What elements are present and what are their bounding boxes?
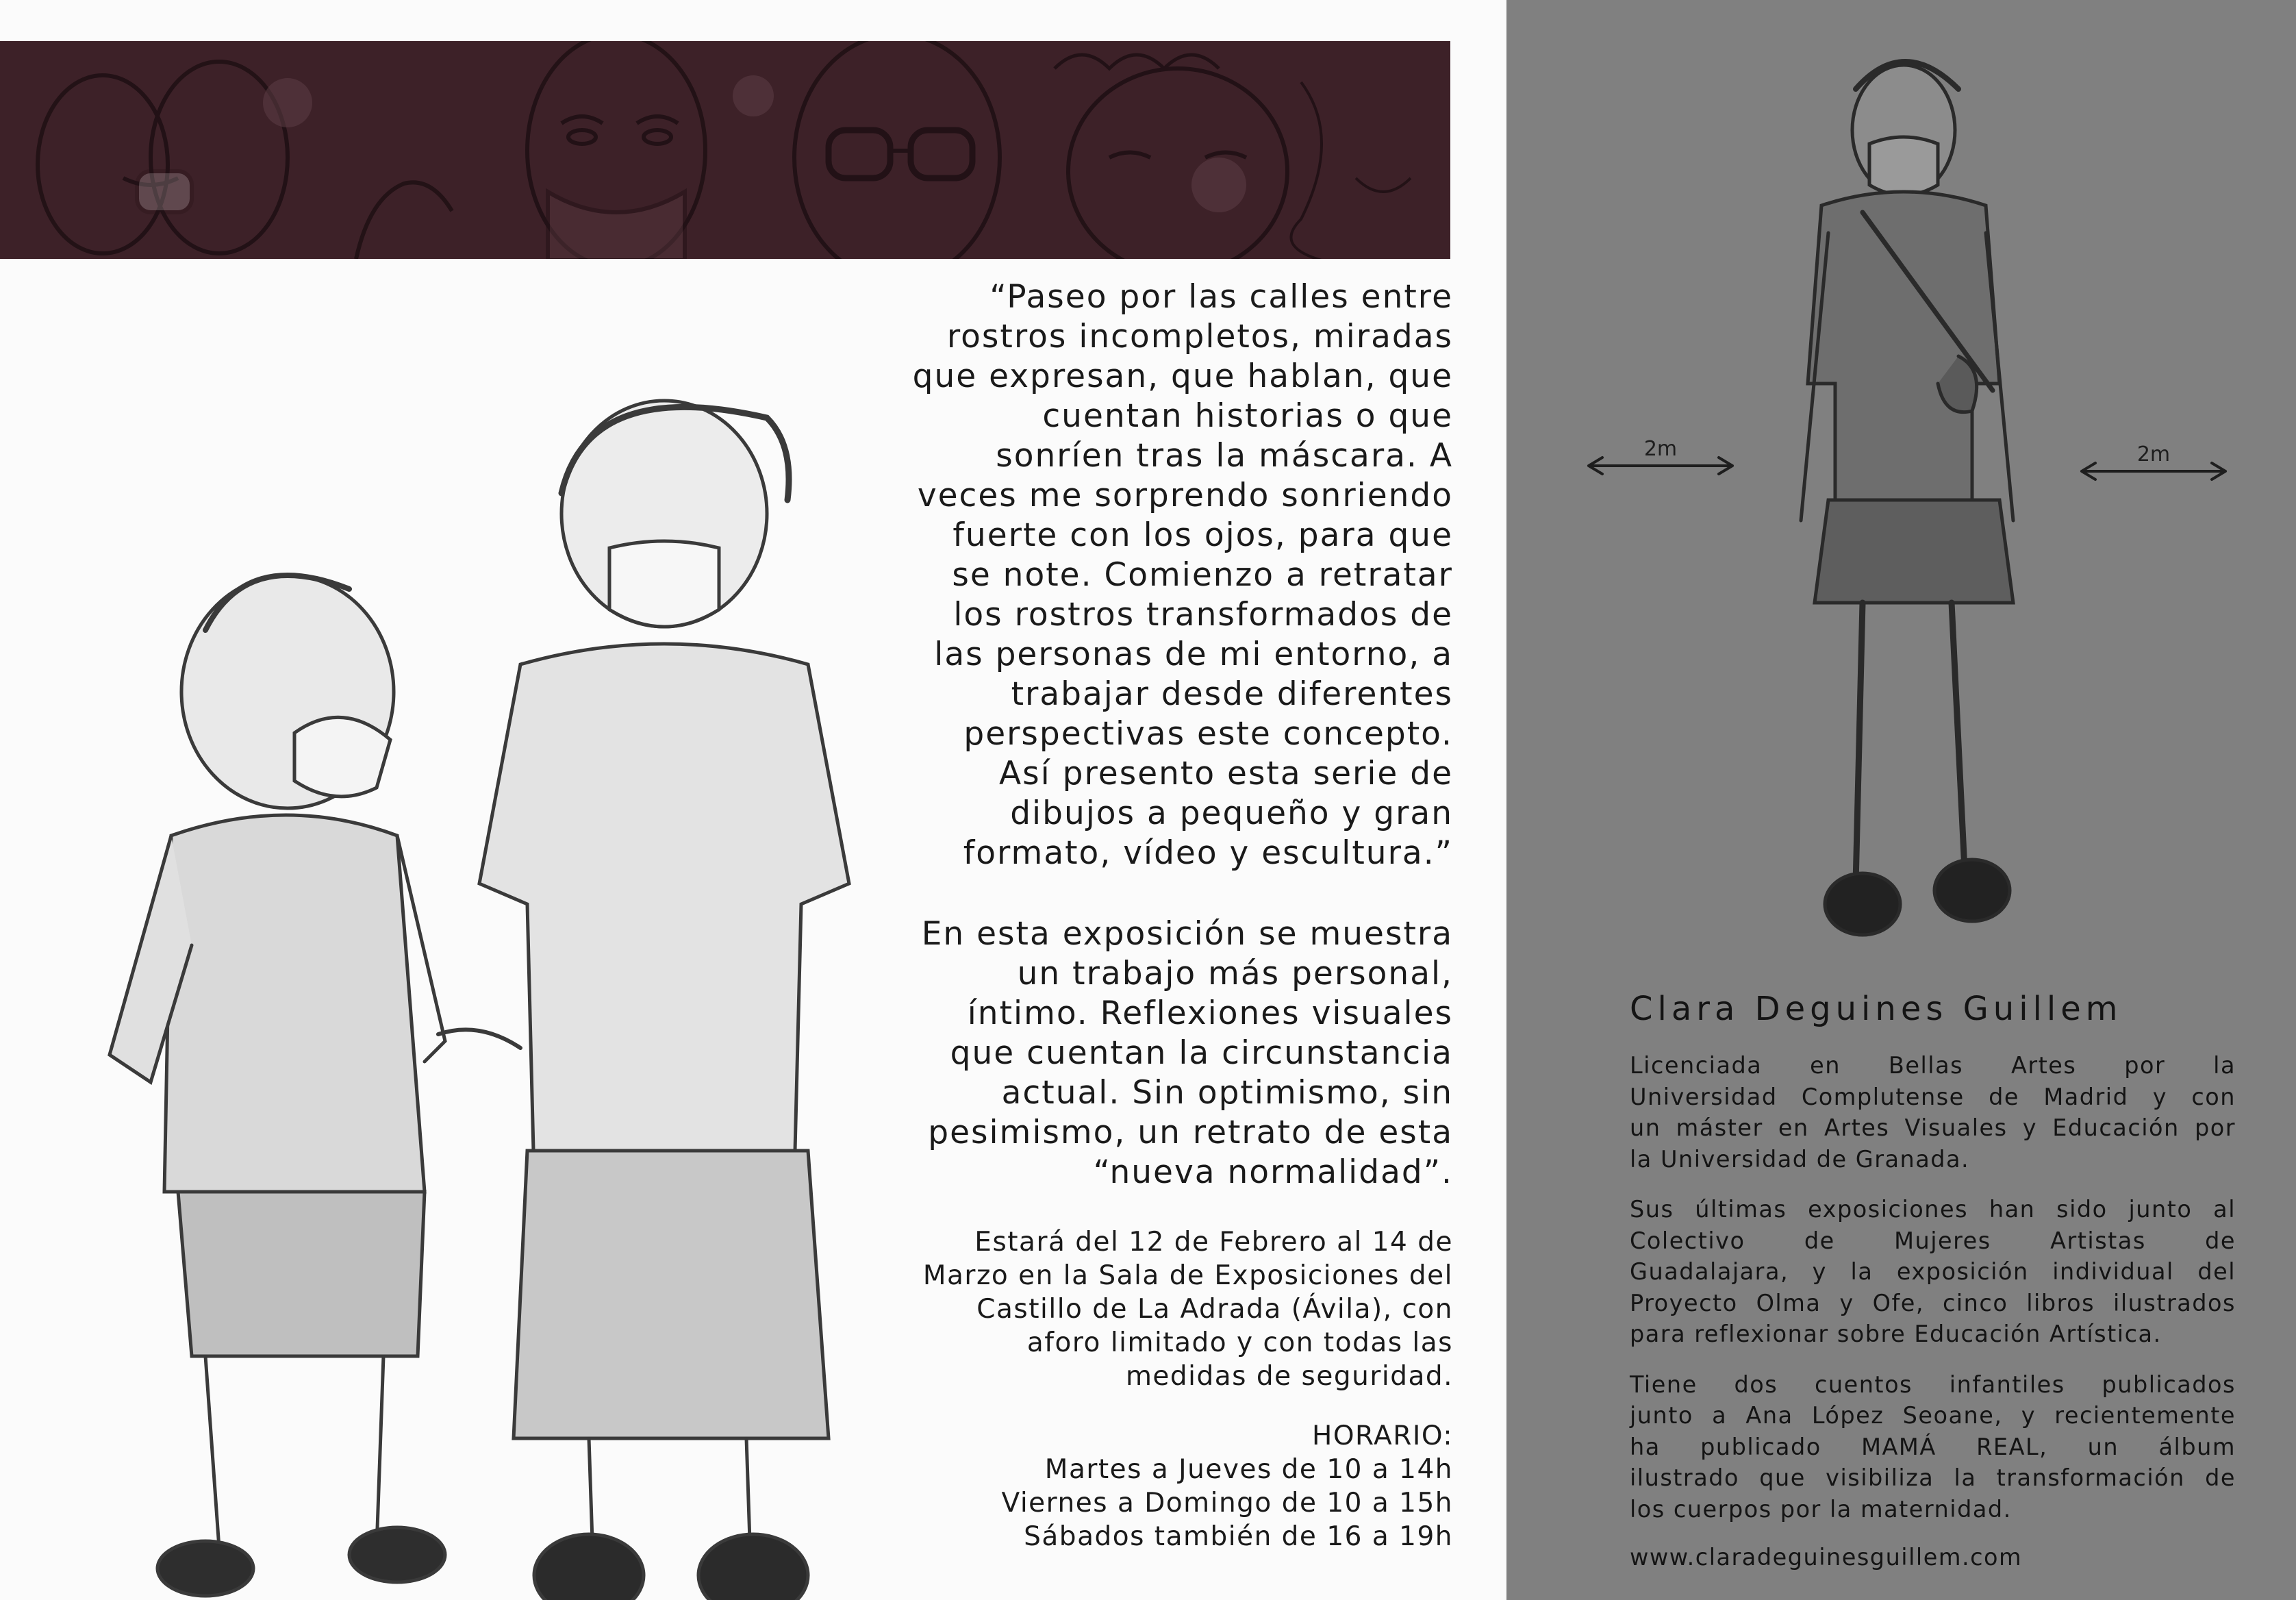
dates-line: Estará del 12 de Febrero al 14 de — [974, 1227, 1453, 1258]
dates-line: Marzo en la Sala de Exposiciones del — [922, 1260, 1453, 1291]
bio-paragraph-exhibitions — [1630, 1194, 2236, 1350]
bio-line: la Universidad de Granada. — [1630, 1145, 1970, 1173]
quote-line: perspectivas este concepto. — [963, 715, 1453, 753]
expo-line: pesimismo, un retrato de esta — [928, 1114, 1453, 1151]
quote-line: se note. Comienzo a retratar — [952, 556, 1453, 594]
bio-line: Tiene dos cuentos infantiles publicados — [1630, 1371, 2236, 1398]
expo-line: actual. Sin optimismo, sin — [1001, 1074, 1453, 1112]
bio-line: para reflexionar sobre Educación Artística. — [1630, 1321, 2162, 1347]
quote-line: dibujos a pequeño y gran — [1010, 795, 1453, 832]
artist-website-link[interactable]: www.claradeguinesguillem.com — [1630, 1544, 2023, 1571]
children-drawing-illustration — [0, 342, 890, 1600]
exhibition-text — [876, 277, 1453, 1553]
expo-line: “nueva normalidad”. — [1093, 1153, 1453, 1191]
hours-line: Viernes a Domingo de 10 a 15h — [1001, 1488, 1453, 1518]
woman-figure-drawing — [1506, 27, 2296, 973]
hours-line: Martes a Jueves de 10 a 14h — [1044, 1454, 1453, 1485]
quote-line: trabajar desde diferentes — [1011, 675, 1453, 713]
woman-figure-illustration — [1506, 27, 2296, 973]
quote-line: los rostros transformados de — [953, 596, 1453, 634]
bio-line: junto a Ana López Seoane, y recientemente — [1630, 1402, 2236, 1429]
quote-line: que expresan, que hablan, que — [912, 358, 1453, 395]
quote-line: sonríen tras la máscara. A — [996, 437, 1453, 475]
artist-name: Clara Deguines Guillem — [1630, 990, 2123, 1028]
quote-line: las personas de mi entorno, a — [934, 636, 1453, 673]
exhibition-description — [876, 914, 1453, 1192]
bio-paragraph-books — [1630, 1369, 2236, 1525]
dates-line: Castillo de La Adrada (Ávila), con — [976, 1294, 1453, 1325]
right-panel — [1506, 0, 2296, 1600]
hours-line: Sábados también de 16 a 19h — [1024, 1521, 1453, 1552]
left-distance-label: 2m — [1643, 437, 1678, 461]
expo-line: que cuentan la circunstancia — [950, 1034, 1453, 1072]
quote-line: formato, vídeo y escultura.” — [963, 834, 1453, 872]
faces-banner — [0, 41, 1450, 259]
children-drawing — [0, 342, 890, 1600]
hours-title: HORARIO: — [1312, 1421, 1453, 1451]
bio-line: Guadalajara, y la exposición individual del — [1630, 1258, 2236, 1285]
bio-line: Proyecto Olma y Ofe, cinco libros ilustrados — [1630, 1289, 2236, 1316]
expo-line: un trabajo más personal, — [1017, 955, 1453, 992]
quote-line: Así presento esta serie de — [999, 755, 1453, 792]
right-distance-label: 2m — [2136, 442, 2171, 466]
bio-line: ilustrado que visibiliza la transformación de — [1630, 1464, 2236, 1491]
opening-hours — [876, 1419, 1453, 1553]
exhibition-dates — [876, 1225, 1453, 1393]
bio-paragraph-education — [1630, 1050, 2236, 1175]
bio-line: Sus últimas exposiciones han sido junto al — [1630, 1196, 2236, 1223]
bio-line: Licenciada en Bellas Artes por la — [1630, 1052, 2236, 1079]
dates-line: aforo limitado y con todas las — [1026, 1327, 1453, 1358]
artist-quote — [876, 277, 1453, 873]
bio-line: un máster en Artes Visuales y Educación por — [1630, 1114, 2236, 1141]
bio-line: los cuerpos por la maternidad. — [1630, 1495, 2012, 1523]
quote-line: veces me sorprendo sonriendo — [917, 477, 1453, 514]
bio-line: ha publicado MAMÁ REAL, un álbum — [1630, 1433, 2236, 1460]
expo-line: íntimo. Reflexiones visuales — [967, 995, 1453, 1032]
faces-banner-illustration — [0, 41, 1450, 259]
bio-line: Universidad Complutense de Madrid y con — [1630, 1083, 2236, 1110]
dates-line: medidas de seguridad. — [1125, 1361, 1453, 1392]
expo-line: En esta exposición se muestra — [921, 915, 1453, 953]
quote-line: rostros incompletos, miradas — [946, 318, 1453, 355]
quote-line: cuentan historias o que — [1042, 397, 1453, 435]
quote-line: fuerte con los ojos, para que — [953, 516, 1453, 554]
bio-line: Colectivo de Mujeres Artistas de — [1630, 1227, 2236, 1254]
quote-line: “Paseo por las calles entre — [989, 278, 1453, 316]
artist-bio — [1630, 990, 2236, 1571]
